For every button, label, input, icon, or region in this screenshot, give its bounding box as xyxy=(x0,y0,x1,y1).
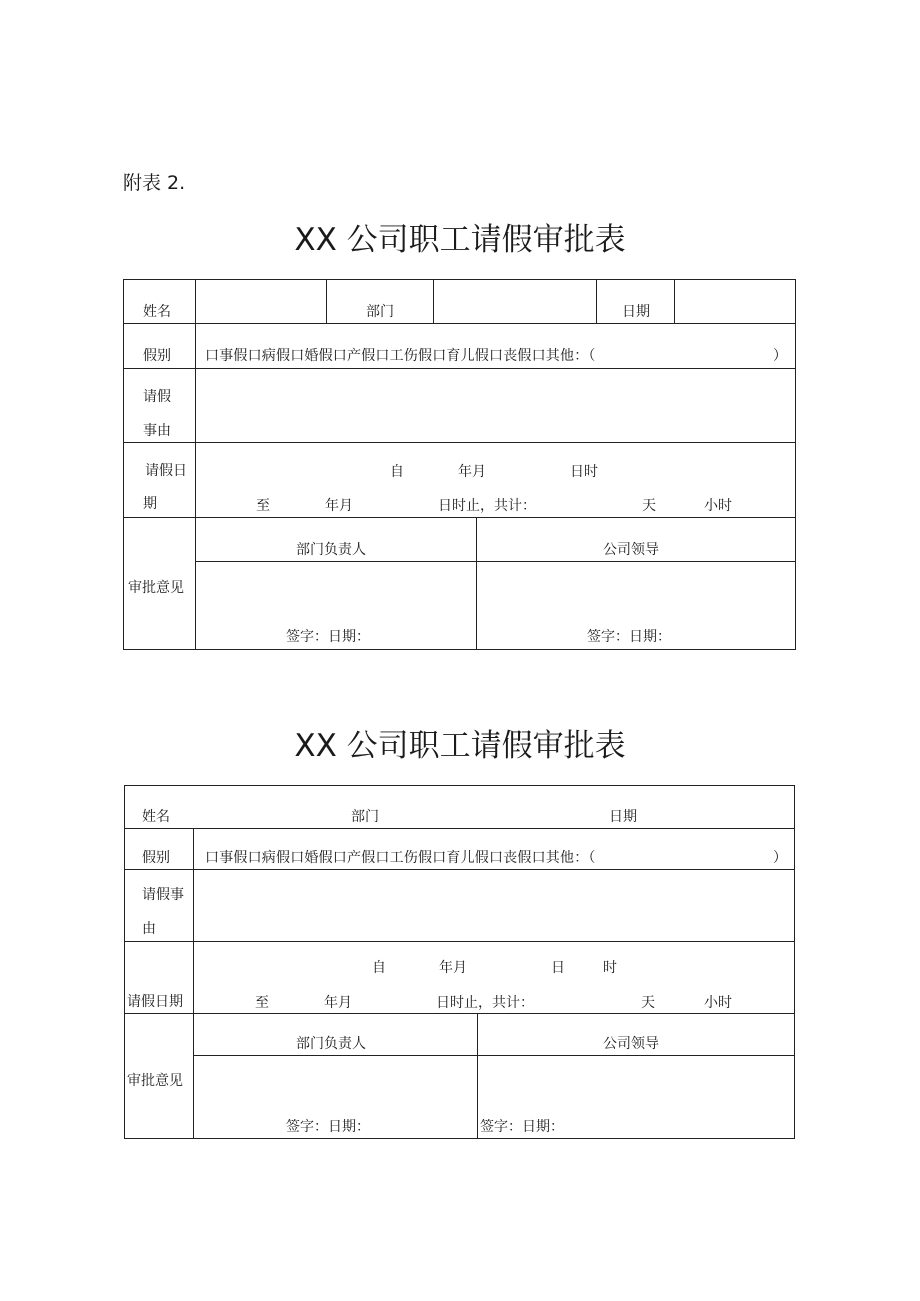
reason-label-line2: 事由 xyxy=(143,423,171,439)
dept-label: 部门 xyxy=(366,304,394,320)
reason-label-line1: 请假 xyxy=(143,389,171,405)
name-label: 姓名 xyxy=(142,809,170,825)
company-leader-label: 公司领导 xyxy=(603,542,659,558)
leave-type-close-paren: ） xyxy=(773,850,787,866)
approval-label: 审批意见 xyxy=(128,580,184,596)
form-1-title: XX 公司职工请假审批表 xyxy=(294,222,626,258)
leave-type-label: 假别 xyxy=(142,850,170,866)
dept-head-label: 部门负责人 xyxy=(296,542,366,558)
leave-type-options[interactable]: 口事假口病假口婚假口产假口工伤假口育儿假口丧假口其他：（ xyxy=(205,348,596,364)
date-range-label: 请假日期 xyxy=(127,994,183,1010)
hour-1: 时 xyxy=(603,960,617,976)
day-hour-1: 日时 xyxy=(570,464,598,480)
days-label: 天 xyxy=(642,498,656,514)
year-month-1: 年月 xyxy=(458,464,486,480)
day-1: 日 xyxy=(551,960,565,976)
day-hour-end-total: 日时止，共计： xyxy=(438,498,536,514)
day-hour-end-total: 日时止，共计： xyxy=(436,995,534,1011)
form-2-title: XX 公司职工请假审批表 xyxy=(294,728,626,764)
date-range-label-line1: 请假日 xyxy=(145,463,187,479)
name-label: 姓名 xyxy=(143,304,171,320)
sign-date-left: 签字：日期： xyxy=(286,1119,370,1135)
attachment-label: 附表 2. xyxy=(123,172,186,194)
year-month-1: 年月 xyxy=(439,960,467,976)
from-label: 自 xyxy=(390,464,404,480)
sign-date-right: 签字：日期： xyxy=(587,629,671,645)
reason-field[interactable] xyxy=(195,871,793,940)
from-label: 自 xyxy=(372,960,386,976)
to-label: 至 xyxy=(255,995,269,1011)
company-leader-label: 公司领导 xyxy=(603,1036,659,1052)
dept-head-label: 部门负责人 xyxy=(296,1036,366,1052)
date-field[interactable] xyxy=(676,281,794,322)
sign-date-left: 签字：日期： xyxy=(286,629,370,645)
reason-field[interactable] xyxy=(197,370,794,441)
days-label: 天 xyxy=(641,995,655,1011)
hours-label: 小时 xyxy=(704,995,732,1011)
date-range-label-line2: 期 xyxy=(143,496,157,512)
hours-label: 小时 xyxy=(704,498,732,514)
sign-date-right: 签字：日期： xyxy=(480,1119,564,1135)
dept-label: 部门 xyxy=(351,809,379,825)
leave-type-close-paren: ） xyxy=(773,348,787,364)
reason-label-line1: 请假事 xyxy=(142,887,184,903)
name-field[interactable] xyxy=(197,281,325,322)
date-label: 日期 xyxy=(609,809,637,825)
leave-type-options[interactable]: 口事假口病假口婚假口产假口工伤假口育儿假口丧假口其他：（ xyxy=(205,850,596,866)
year-month-2: 年月 xyxy=(325,498,353,514)
leave-type-label: 假别 xyxy=(143,348,171,364)
dept-field[interactable] xyxy=(435,281,595,322)
to-label: 至 xyxy=(256,498,270,514)
year-month-2: 年月 xyxy=(324,995,352,1011)
approval-label: 审批意见 xyxy=(127,1073,183,1089)
reason-label-line2: 由 xyxy=(142,921,156,937)
date-label: 日期 xyxy=(622,304,650,320)
